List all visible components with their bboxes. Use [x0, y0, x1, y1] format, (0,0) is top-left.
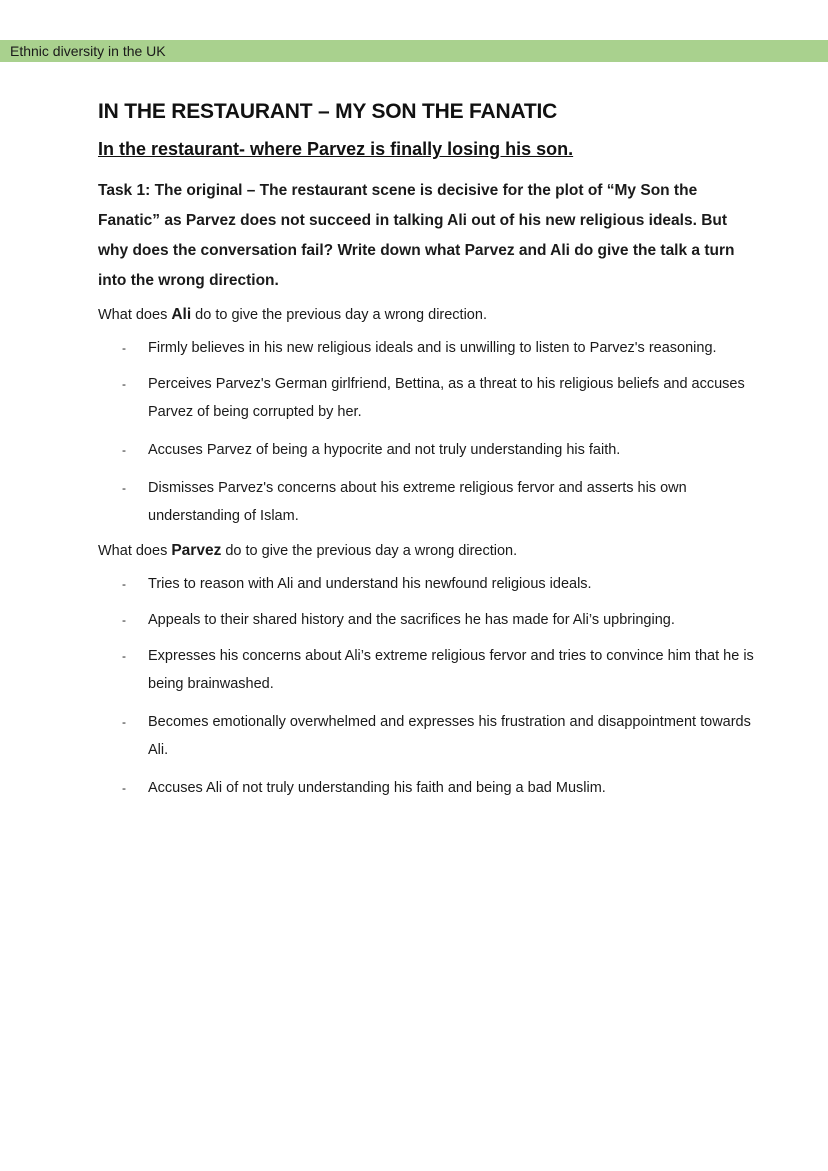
question-parvez — [98, 540, 758, 562]
list-item-text: Expresses his concerns about Ali’s extreme religious fervor and tries to convince him that he is being brainwashed. — [148, 648, 754, 692]
question-ali — [98, 304, 758, 326]
header-label: Ethnic diversity in the UK — [10, 43, 166, 59]
list-item-text: Accuses Ali of not truly understanding his faith and being a bad Muslim. — [148, 780, 606, 796]
bullet: - — [122, 649, 126, 663]
question-name: Parvez — [171, 542, 222, 559]
bullet: - — [122, 613, 126, 627]
list-item-text: Tries to reason with Ali and understand his newfound religious ideals. — [148, 576, 592, 592]
question-suffix: do to give the previous day a wrong direction. — [191, 307, 487, 323]
bullet: - — [122, 481, 126, 495]
list-item-text: Appeals to their shared history and the sacrifices he has made for Ali’s upbringing. — [148, 612, 675, 628]
question-name: Ali — [171, 306, 192, 323]
list-item — [98, 642, 758, 698]
page-subtitle: In the restaurant- where Parvez is finally losing his son. — [98, 139, 574, 159]
bullet: - — [122, 341, 126, 355]
answer-list-parvez — [98, 570, 758, 802]
list-item — [98, 606, 758, 634]
list-item — [98, 474, 758, 530]
list-item — [98, 774, 758, 802]
question-prefix: What does — [98, 543, 172, 559]
header-bar — [0, 40, 828, 62]
list-item — [98, 334, 758, 362]
page-title: IN THE RESTAURANT – MY SON THE FANATIC — [98, 100, 558, 123]
list-item-text: Dismisses Parvez's concerns about his extreme religious fervor and asserts his own understanding of Islam. — [148, 480, 687, 524]
list-item-text: Perceives Parvez's German girlfriend, Bettina, as a threat to his religious beliefs and accuses Parvez of being corrupted by her. — [148, 376, 745, 420]
bullet: - — [122, 377, 126, 391]
bullet: - — [122, 781, 126, 795]
question-prefix: What does — [98, 307, 172, 323]
bullet: - — [122, 715, 126, 729]
bullet: - — [122, 577, 126, 591]
question-suffix: do to give the previous day a wrong direction. — [221, 543, 518, 559]
list-item-text: Accuses Parvez of being a hypocrite and not truly understanding his faith. — [148, 442, 621, 458]
list-item — [98, 436, 758, 464]
list-item — [98, 708, 758, 764]
document-body — [98, 98, 758, 812]
list-item — [98, 370, 758, 426]
answer-list-ali — [98, 334, 758, 530]
list-item-text: Firmly believes in his new religious ideals and is unwilling to listen to Parvez's reasoning. — [148, 340, 717, 356]
task-instructions: Task 1: The original – The restaurant scene is decisive for the plot of “My Son the Fanatic” as Parvez does not succeed in talking Ali out of his new religious ideals. But why does the conversation fail? Write down what Parvez and Ali do give the talk a turn into the wrong direction. — [98, 182, 735, 289]
list-item — [98, 570, 758, 598]
bullet: - — [122, 443, 126, 457]
list-item-text: Becomes emotionally overwhelmed and expresses his frustration and disappointment towards Ali. — [148, 714, 751, 758]
